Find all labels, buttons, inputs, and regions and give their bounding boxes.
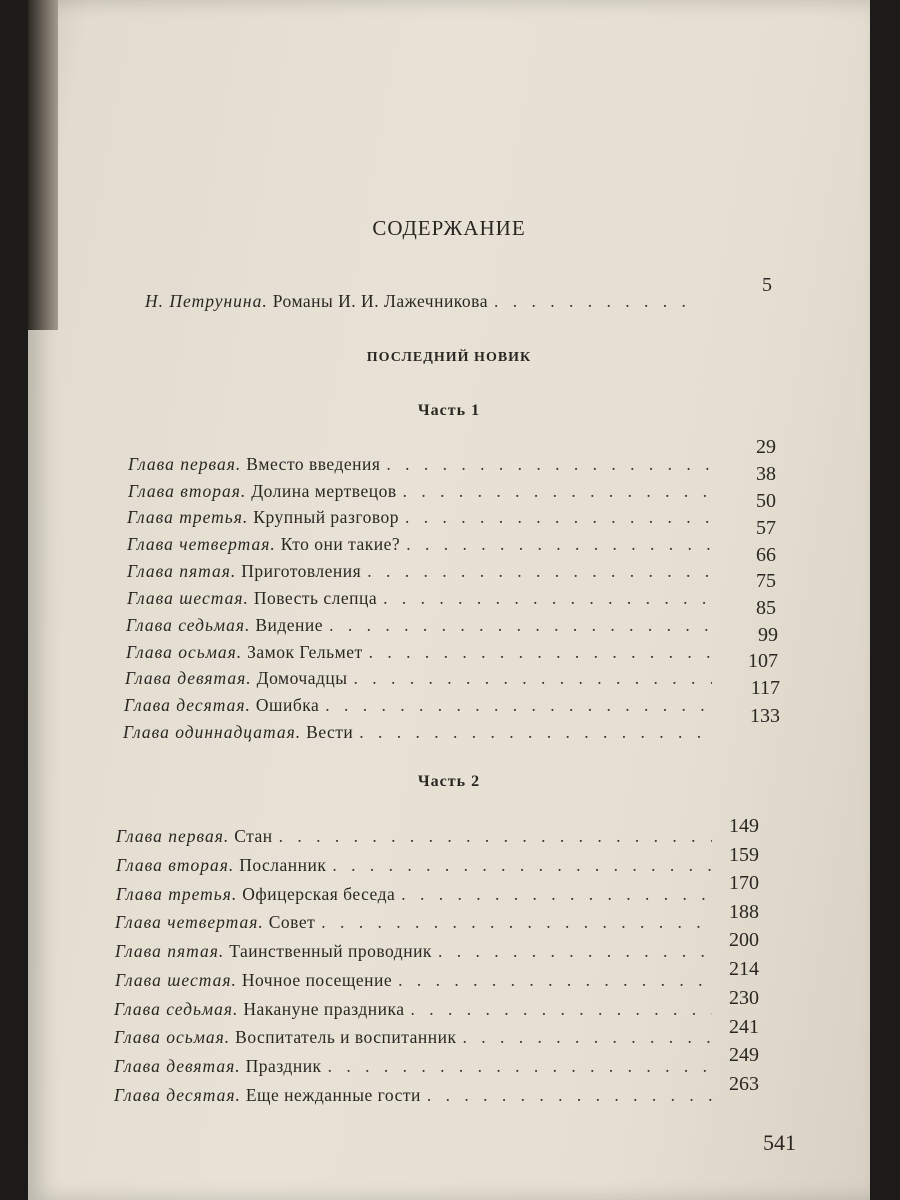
chapter-ordinal: Глава шестая.	[127, 588, 249, 608]
book-page	[28, 0, 870, 1200]
chapter-ordinal: Глава седьмая.	[114, 999, 239, 1019]
chapter-title: Долина мертвецов	[251, 481, 397, 501]
chapter-title: Видение	[255, 615, 324, 635]
intro-entry	[145, 291, 695, 312]
chapter-ordinal: Глава девятая.	[125, 668, 252, 688]
chapter-page-number: 230	[729, 987, 759, 1009]
toc-entry	[116, 826, 718, 847]
toc-entry	[127, 561, 718, 582]
leader-dots	[386, 454, 712, 475]
leader-dots	[354, 668, 713, 689]
toc-entry	[126, 642, 718, 663]
chapter-page-number: 75	[756, 570, 776, 592]
chapter-page-number: 241	[729, 1016, 759, 1038]
previous-page-edge	[28, 0, 58, 330]
chapter-ordinal: Глава первая.	[116, 826, 230, 846]
leader-dots	[427, 1085, 712, 1106]
chapter-page-number: 200	[729, 929, 759, 951]
chapter-title: Домочадцы	[256, 668, 348, 688]
chapter-ordinal: Глава первая.	[128, 454, 242, 474]
book-title: ПОСЛЕДНИЙ НОВИК	[366, 350, 532, 365]
chapter-ordinal: Глава осьмая.	[114, 1027, 231, 1047]
chapter-title: Таинственный проводник	[229, 941, 432, 961]
intro-author: Н. Петрунина.	[145, 291, 268, 311]
chapter-page-number: 107	[748, 650, 778, 672]
chapter-ordinal: Глава пятая.	[127, 561, 237, 581]
toc-entry	[114, 1056, 718, 1077]
chapter-ordinal: Глава шестая.	[115, 970, 237, 990]
toc-entry	[115, 941, 718, 962]
chapter-ordinal: Глава осьмая.	[126, 642, 243, 662]
toc-entry	[114, 1085, 718, 1106]
intro-page-number: 5	[762, 274, 772, 296]
chapter-page-number: 263	[729, 1073, 759, 1095]
toc-entry	[115, 912, 718, 933]
chapter-ordinal: Глава девятая.	[114, 1056, 241, 1076]
chapter-ordinal: Глава десятая.	[114, 1085, 241, 1105]
chapter-title: Праздник	[245, 1056, 322, 1076]
leader-dots	[325, 695, 712, 716]
toc-entry	[127, 588, 718, 609]
leader-dots	[405, 507, 712, 528]
intro-title: Романы И. И. Лажечникова	[272, 291, 488, 311]
toc-entry	[114, 999, 718, 1020]
contents-title: СОДЕРЖАНИЕ	[372, 216, 526, 240]
chapter-title: Ошибка	[255, 695, 320, 715]
part-1-heading: Часть 1	[417, 402, 481, 419]
chapter-page-number: 29	[756, 436, 776, 458]
chapter-page-number: 133	[750, 705, 780, 727]
chapter-page-number: 38	[756, 463, 776, 485]
toc-entry	[126, 615, 718, 636]
chapter-ordinal: Глава четвертая.	[115, 912, 264, 932]
chapter-ordinal: Глава третья.	[127, 507, 249, 527]
chapter-ordinal: Глава десятая.	[124, 695, 251, 715]
chapter-title: Накануне праздника	[243, 999, 405, 1019]
chapter-title: Стан	[234, 826, 273, 846]
toc-entry	[123, 722, 718, 743]
leader-dots	[403, 481, 712, 502]
leader-dots	[383, 588, 712, 609]
chapter-page-number: 50	[756, 490, 776, 512]
chapter-page-number: 57	[756, 517, 776, 539]
leader-dots	[328, 1056, 712, 1077]
chapter-page-number: 99	[758, 624, 778, 646]
toc-entry	[127, 507, 718, 528]
chapter-ordinal: Глава пятая.	[115, 941, 225, 961]
chapter-title: Ночное посещение	[241, 970, 393, 990]
chapter-ordinal: Глава седьмая.	[126, 615, 251, 635]
toc-entry	[128, 454, 718, 475]
chapter-title: Вести	[306, 722, 354, 742]
chapter-title: Приготовления	[241, 561, 362, 581]
chapter-title: Офицерская беседа	[242, 884, 396, 904]
leader-dots	[406, 534, 712, 555]
chapter-title: Кто они такие?	[280, 534, 401, 554]
page-number: 541	[763, 1130, 796, 1155]
leader-dots	[494, 291, 689, 312]
chapter-title: Посланник	[239, 855, 327, 875]
leader-dots	[369, 642, 712, 663]
leader-dots	[359, 722, 712, 743]
chapter-title: Повесть слепца	[253, 588, 378, 608]
chapter-title: Совет	[268, 912, 316, 932]
chapter-page-number: 117	[750, 677, 780, 699]
chapter-title: Еще нежданные гости	[245, 1085, 421, 1105]
chapter-title: Крупный разговор	[253, 507, 400, 527]
leader-dots	[438, 941, 712, 962]
toc-entry	[127, 534, 718, 555]
chapter-ordinal: Глава вторая.	[116, 855, 235, 875]
leader-dots	[411, 999, 713, 1020]
toc-entry	[116, 855, 718, 876]
toc-entry	[116, 884, 718, 905]
toc-entry	[125, 668, 718, 689]
chapter-page-number: 249	[729, 1044, 759, 1066]
leader-dots	[367, 561, 712, 582]
chapter-page-number: 149	[729, 815, 759, 837]
leader-dots	[332, 855, 712, 876]
leader-dots	[401, 884, 712, 905]
chapter-page-number: 159	[729, 844, 759, 866]
leader-dots	[329, 615, 712, 636]
toc-entry	[115, 970, 718, 991]
chapter-ordinal: Глава третья.	[116, 884, 238, 904]
leader-dots	[321, 912, 712, 933]
chapter-ordinal: Глава вторая.	[128, 481, 247, 501]
chapter-page-number: 85	[756, 597, 776, 619]
chapter-title: Замок Гельмет	[247, 642, 363, 662]
chapter-page-number: 188	[729, 901, 759, 923]
chapter-page-number: 66	[756, 544, 776, 566]
part-2-heading: Часть 2	[417, 773, 481, 790]
chapter-ordinal: Глава четвертая.	[127, 534, 276, 554]
leader-dots	[462, 1027, 712, 1048]
toc-entry	[114, 1027, 718, 1048]
toc-entry	[124, 695, 718, 716]
chapter-title: Воспитатель и воспитанник	[235, 1027, 457, 1047]
leader-dots	[279, 826, 712, 847]
chapter-page-number: 214	[729, 958, 759, 980]
chapter-title: Вместо введения	[246, 454, 381, 474]
leader-dots	[398, 970, 712, 991]
chapter-page-number: 170	[729, 872, 759, 894]
toc-entry	[128, 481, 718, 502]
chapter-ordinal: Глава одиннадцатая.	[123, 722, 302, 742]
